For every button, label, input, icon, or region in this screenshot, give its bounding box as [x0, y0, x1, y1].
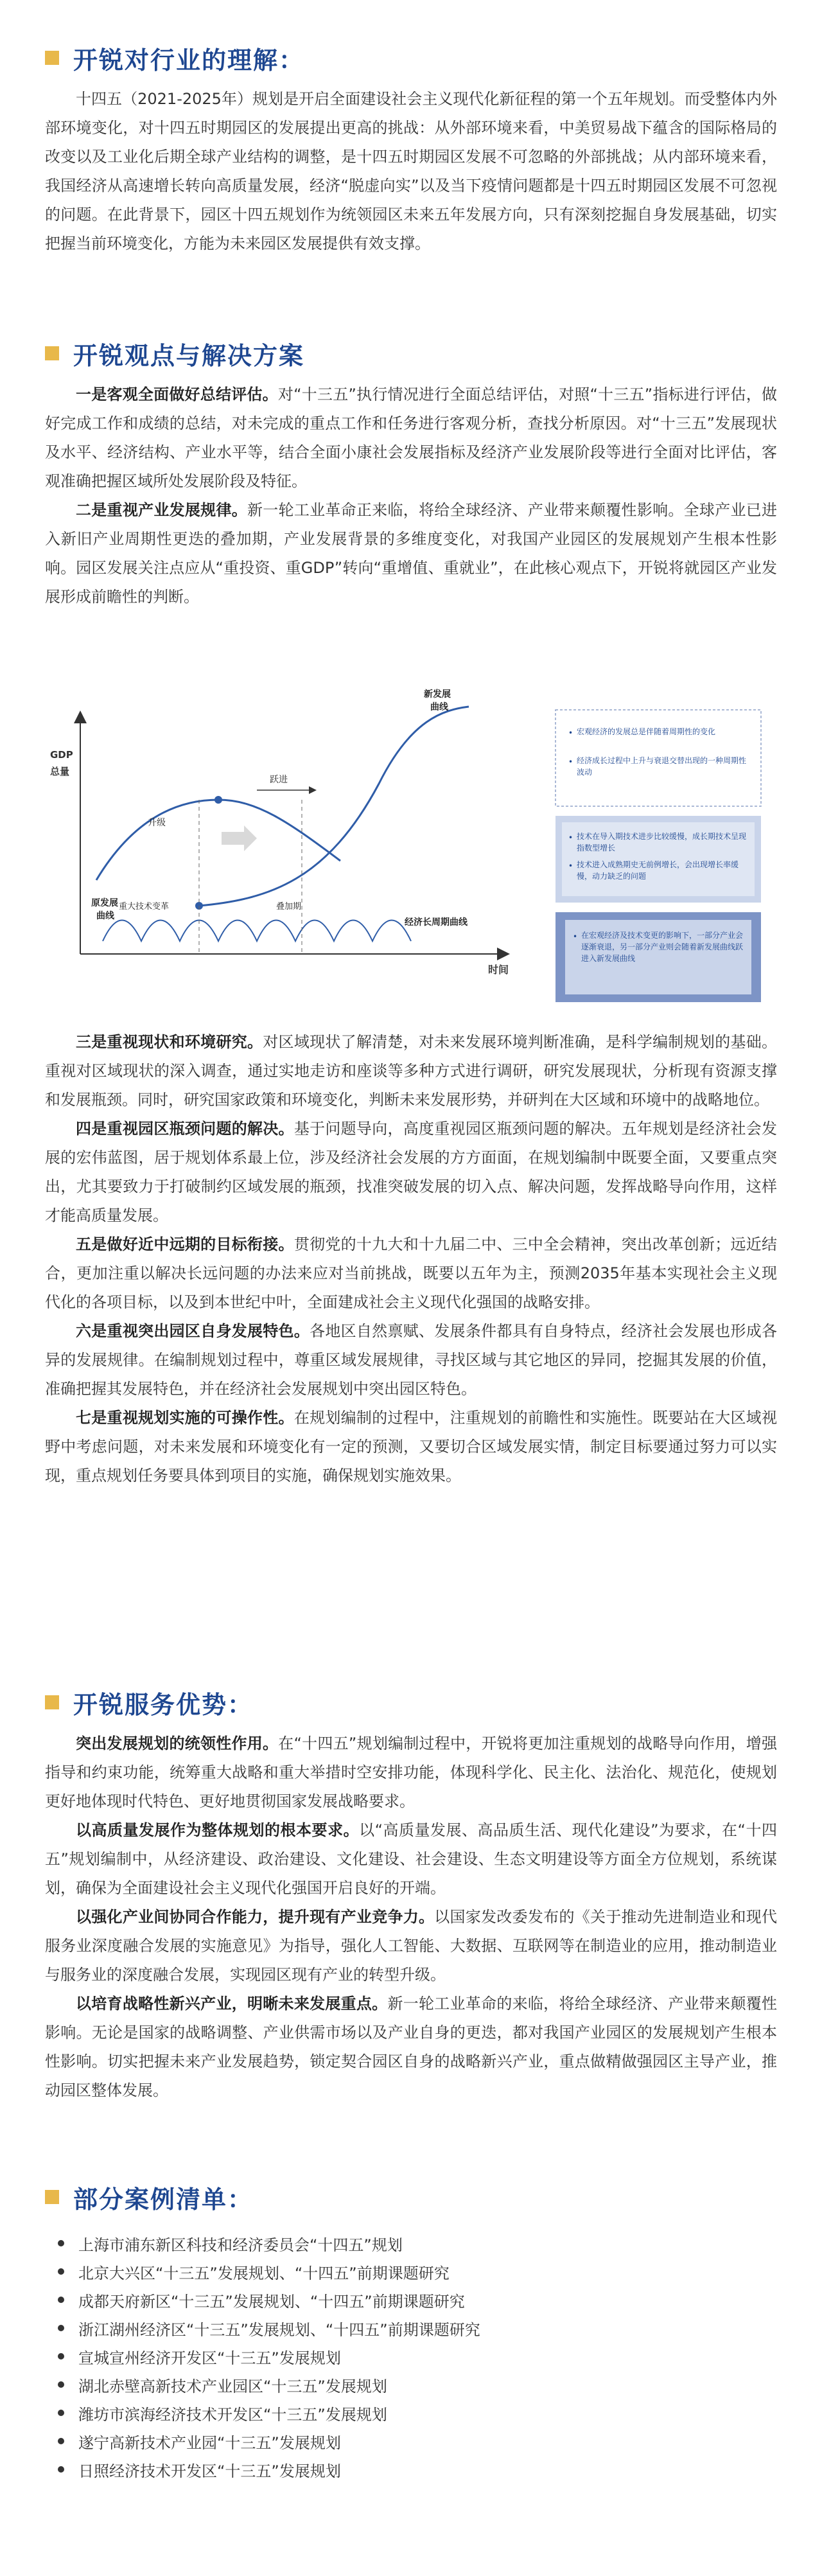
paragraph — [45, 1028, 777, 1115]
section-service-advantages — [45, 1683, 777, 2105]
paragraph-lead: 以培育战略性新兴产业，明晰未来发展重点。 — [76, 1995, 388, 2013]
paragraph — [45, 1115, 777, 1230]
old-development-curve — [96, 800, 340, 880]
box3-text-1: 在宏观经济及技术变更的影响下，一部分产业会逐渐衰退，另一部分产业则会随着新发展曲线跃进入新发展曲线 — [581, 931, 744, 963]
paragraph-text: 在“十四五”规划编制过程中，开锐将更加注重规划的战略导向作用，增强指导和约束功能，统筹重大战略和重大举措时空安排功能，体现科学化、民主化、法治化、规范化，使规划更好地体现时代特色、更好地贯彻国家发展战略要求。 — [45, 1734, 777, 1810]
overlap-label: 叠加期 — [276, 902, 302, 912]
new-curve-label-2: 曲线 — [430, 702, 448, 712]
paragraph: 十四五（2021-2025年）规划是开启全面建设社会主义现代化新征程的第一个五年规划。而受整体内外部环境变化，对十四五时期园区的发展提出更高的挑战：从外部环境来看，中美贸易战下蕴含的国际格局的改变以及工业化后期全球产业结构的调整，是十四五时期园区发展不可忽略的外部挑战；从内部环境来看，我国经济从高速增长转向高质量发展，经济“脱虚向实”以及当下疫情问题都是十四五时期园区发展不可忽视的问题。在此背景下，园区十四五规划作为统领园区未来五年发展方向，只有深刻挖掘自身发展基础，切实把握当前环境变化，方能为未来园区发展提供有效支撑。 — [45, 90, 777, 252]
paragraph — [45, 1816, 777, 1903]
bullet-dot-icon — [58, 2438, 64, 2444]
list-item — [45, 2286, 777, 2314]
case-text: 宣城宣州经济开发区“十三五”发展规划 — [78, 2349, 341, 2367]
case-text: 潍坊市滨海经济技术开发区“十三五”发展规划 — [78, 2405, 387, 2424]
x-axis-label: 时间 — [488, 964, 509, 976]
list-item — [45, 2257, 777, 2286]
box2-text-2: 技术进入成熟期史无前例增长，会出现增长率缓慢，动力缺乏的问题 — [577, 860, 739, 881]
square-bullet-icon — [45, 346, 59, 360]
case-text: 遂宁高新技术产业园“十三五”发展规划 — [78, 2433, 341, 2452]
economic-cycle-curve — [103, 921, 411, 942]
bullet-dot-icon — [58, 2240, 64, 2246]
economic-cycle-label: 经济长周期曲线 — [405, 917, 468, 928]
shift-arrow-icon — [222, 825, 257, 851]
tech-change-label: 重大技术变革 — [119, 902, 170, 912]
paragraph — [45, 1989, 777, 2105]
old-curve-label: 原发展 — [91, 898, 118, 908]
list-item — [45, 2427, 777, 2455]
case-text: 湖北赤壁高新技术产业园区“十三五”发展规划 — [78, 2377, 387, 2395]
paragraph — [45, 1404, 777, 1490]
paragraph — [45, 496, 777, 612]
section-header — [45, 2178, 777, 2216]
paragraph — [45, 1230, 777, 1317]
svg-text:•: • — [568, 833, 573, 842]
bullet-dot-icon — [58, 2268, 64, 2275]
case-text: 日照经济技术开发区“十三五”发展规划 — [78, 2462, 341, 2480]
bullet-dot-icon — [58, 2381, 64, 2388]
box1-text-1: 宏观经济的发展总是伴随着周期性的变化 — [577, 727, 716, 736]
paragraph — [45, 1729, 777, 1816]
y-axis-label-2: 总量 — [50, 766, 70, 777]
paragraph — [45, 1903, 777, 1989]
peak-point — [214, 796, 222, 804]
box2-text-1: 技术在导入期技术进步比较缓慢，成长期技术呈现指数型增长 — [577, 832, 747, 852]
section-header — [45, 39, 777, 77]
transition-label: 跃进 — [270, 775, 288, 785]
paragraph-lead: 三是重视现状和环境研究。 — [76, 1033, 263, 1051]
paragraph-text: 基于问题导向，高度重视园区瓶颈问题的解决。五年规划是经济社会发展的宏伟蓝图，居于规划体系最上位，涉及经济社会发展的方方面面，在规划编制中既要全面，又要重点突出，尤其要致力于打破制约区域发展的瓶颈，找准突破发展的切入点、解决问题，发挥战略导向作用，这样才能高质量发展。 — [45, 1120, 778, 1224]
paragraph-lead: 以高质量发展作为整体规划的根本要求。 — [76, 1821, 360, 1839]
bullet-dot-icon — [58, 2410, 64, 2416]
info-box-1 — [555, 710, 761, 806]
svg-text:•: • — [568, 861, 573, 870]
case-text: 浙江湖州经济区“十三五”发展规划、“十四五”前期课题研究 — [78, 2320, 480, 2339]
section-viewpoints-continued — [45, 1028, 777, 1490]
paragraph-lead: 四是重视园区瓶颈问题的解决。 — [76, 1120, 294, 1138]
paragraph-text: 在规划编制的过程中，注重规划的前瞻性和实施性。既要站在大区域视野中考虑问题，对未来发展和环境变化有一定的预测，又要切合区域发展实情，制定目标要通过努力可以实现，重点规划任务要具体到项目的实施，确保规划实施效果。 — [45, 1409, 778, 1485]
info-box-2 — [555, 816, 761, 903]
info-box-3 — [555, 912, 761, 1002]
list-item — [45, 2229, 777, 2257]
bullet-dot-icon — [58, 2353, 64, 2360]
case-text: 上海市浦东新区科技和经济委员会“十四五”规划 — [78, 2236, 403, 2254]
paragraph-lead: 六是重视突出园区自身发展特色。 — [76, 1322, 310, 1340]
list-item — [45, 2455, 777, 2483]
section-case-list — [45, 2178, 777, 2483]
case-text: 北京大兴区“十三五”发展规划、“十四五”前期课题研究 — [78, 2264, 450, 2282]
paragraph-text: 以国家发改委发布的《关于推动先进制造业和现代服务业深度融合发展的实施意见》为指导，强化人工智能、大数据、互联网等在制造业的应用，推动制造业与服务业的深度融合发展，实现园区现有产业的转型升级。 — [45, 1908, 778, 1984]
list-item — [45, 2314, 777, 2342]
old-curve-label-2: 曲线 — [96, 911, 114, 921]
paragraph-text: 各地区自然禀赋、发展条件都具有自身特点，经济社会发展也形成各异的发展规律。在编制规划过程中，尊重区域发展规律，寻找区域与其它地区的异同，挖掘其发展的价值，准确把握其发展特色，并在经济社会发展规划中突出园区特色。 — [45, 1322, 778, 1398]
section-industry-understanding — [45, 39, 777, 258]
list-item — [45, 2370, 777, 2399]
new-development-curve — [199, 707, 469, 906]
section-title: 部分案例清单： — [73, 2185, 254, 2214]
section-title: 开锐观点与解决方案 — [73, 341, 305, 370]
paragraph-text: 对区域现状了解清楚，对未来发展环境判断准确，是科学编制规划的基础。重视对区域现状的深入调查，通过实地走访和座谈等多种方式进行调研，研究发展现状，分析现有资源支撑和发展瓶颈。同时，研究国家政策和环境变化，判断未来发展形势，并研判在大区域和环境中的战略地位。 — [45, 1033, 778, 1109]
paragraph-text: 新一轮工业革命的来临，将给全球经济、产业带来颠覆性影响。无论是国家的战略调整、产业供需市场以及产业自身的更迭，都对我国产业园区的发展规划产生根本性影响。切实把握未来产业发展趋势，锁定契合园区自身的战略新兴产业，重点做精做强园区主导产业，推动园区整体发展。 — [45, 1995, 777, 2099]
bullet-dot-icon — [58, 2466, 64, 2473]
case-text: 成都天府新区“十三五”发展规划、“十四五”前期课题研究 — [78, 2292, 465, 2311]
section-header — [45, 334, 777, 373]
square-bullet-icon — [45, 1695, 59, 1709]
paragraph-lead: 五是做好近中远期的目标衔接。 — [76, 1235, 294, 1253]
list-item — [45, 2342, 777, 2370]
diagram-svg — [45, 687, 771, 1009]
list-item — [45, 2399, 777, 2427]
square-bullet-icon — [45, 51, 59, 65]
bullet-dot-icon — [58, 2297, 64, 2303]
paragraph — [45, 380, 777, 496]
paragraph-text: 贯彻党的十九大和十九届二中、三中全会精神，突出改革创新；远近结合，更加注重以解决长远问题的办法来应对当前挑战，既要以五年为主，预测2035年基本实现社会主义现代化的各项目标，以及到本世纪中叶，全面建成社会主义现代化强国的战略安排。 — [45, 1235, 778, 1311]
square-bullet-icon — [45, 2190, 59, 2204]
section-title: 开锐服务优势： — [73, 1690, 254, 1719]
paragraph-lead: 二是重视产业发展规律。 — [76, 501, 247, 519]
section-header — [45, 1683, 777, 1722]
bullet-dot-icon — [58, 2325, 64, 2331]
paragraph — [45, 1317, 777, 1404]
paragraph-lead: 七是重视规划实施的可操作性。 — [76, 1409, 294, 1427]
ascend-label: 升级 — [148, 818, 166, 828]
paragraph-text: 以“高质量发展、高品质生活、现代化建设”为要求，在“十四五”规划编制中，从经济建设、政治建设、文化建设、社会建设、生态文明建设等方面全方位规划，系统谋划，确保为全面建设社会主义现代化强国开启良好的开端。 — [45, 1821, 777, 1897]
svg-text:•: • — [568, 757, 573, 766]
case-list — [45, 2229, 777, 2483]
paragraph-lead: 以强化产业间协同合作能力，提升现有产业竞争力。 — [76, 1908, 435, 1926]
box1-line: • — [568, 728, 573, 737]
paragraph-text: 新一轮工业革命正来临，将给全球经济、产业带来颠覆性影响。全球产业已进入新旧产业周期性更迭的叠加期，产业发展背景的多维度变化，对我国产业园区的发展规划产生根本性影响。园区发展关注点应从“重投资、重GDP”转向“重增值、重就业”，在此核心观点下，开锐将就园区产业发展形成前瞻性的判断。 — [45, 501, 777, 606]
section-viewpoints-solutions — [45, 334, 777, 612]
svg-text:•: • — [573, 932, 578, 941]
paragraph-text: 对“十三五”执行情况进行全面总结评估，对照“十三五”指标进行评估，做好完成工作和成绩的总结，对未完成的重点工作和任务进行客观分析，查找分析原因。对“十三五”发展现状及水平、经济结构、产业水平等，结合全面小康社会发展指标及经济产业发展阶段等进行全面对比评估，客观准确把握区域所处发展阶段及特征。 — [45, 385, 778, 490]
paragraph-lead: 突出发展规划的统领性作用。 — [76, 1734, 279, 1752]
paragraph-lead: 一是客观全面做好总结评估。 — [76, 385, 278, 403]
section-title: 开锐对行业的理解： — [73, 46, 305, 75]
new-curve-label: 新发展 — [424, 689, 451, 700]
development-curve-diagram — [45, 687, 771, 1009]
box1-text-2: 经济成长过程中上升与衰退交替出现的一种周期性波动 — [577, 756, 747, 777]
y-axis-label: GDP — [50, 749, 73, 761]
